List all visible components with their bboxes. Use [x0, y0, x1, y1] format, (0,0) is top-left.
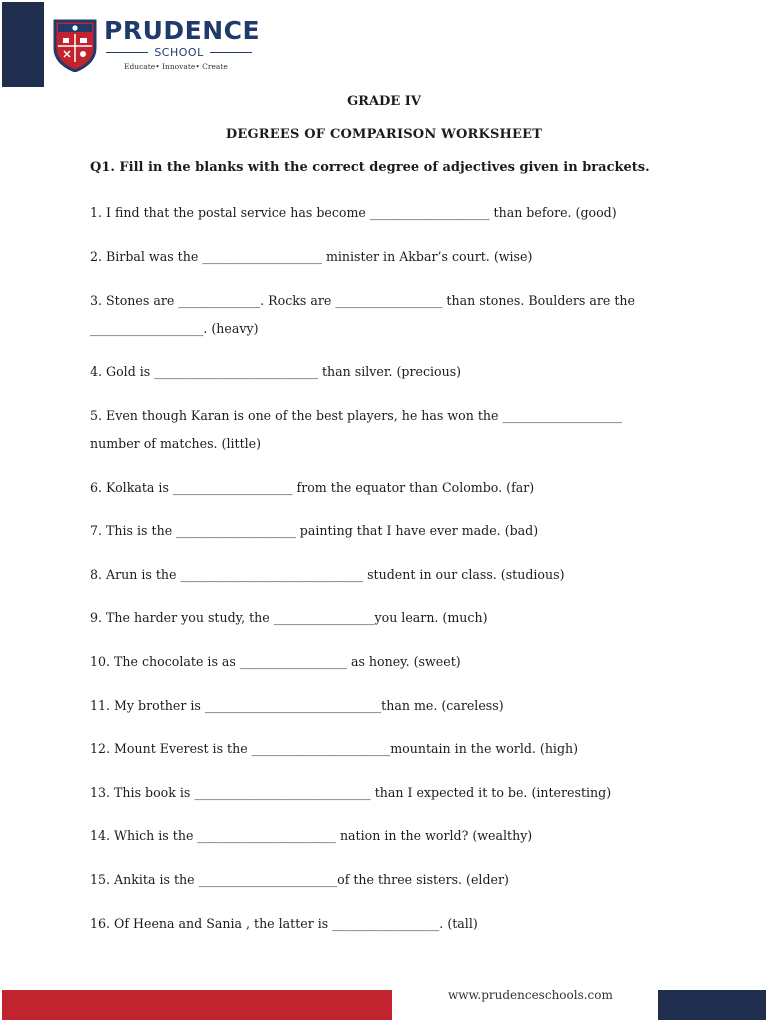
question-item: [90, 243, 690, 271]
divider: [210, 52, 252, 53]
item-line: 1. I find that the postal service has become ___________________ than before. (good): [90, 205, 617, 220]
question-item: [90, 692, 690, 720]
item-line: __________________. (heavy): [90, 321, 259, 336]
item-line: 6. Kolkata is ___________________ from the equator than Colombo. (far): [90, 480, 535, 495]
worksheet-title: DEGREES OF COMPARISON WORKSHEET: [225, 127, 543, 142]
question-item: [90, 287, 690, 343]
item-line: 16. Of Heena and Sania , the latter is _________________. (tall): [90, 916, 478, 931]
item-line: 7. This is the ___________________ painting that I have ever made. (bad): [90, 523, 539, 538]
item-line: 9. The harder you study, the ________________you learn. (much): [90, 610, 488, 625]
footer-url: www.prudenceschools.com: [448, 988, 613, 1002]
school-logo: [52, 16, 261, 74]
item-line: 14. Which is the ______________________ nation in the world? (wealthy): [90, 828, 533, 843]
question-item: [90, 561, 690, 589]
item-line: number of matches. (little): [90, 436, 262, 451]
item-line: 12. Mount Everest is the ______________________mountain in the world. (high): [90, 741, 579, 756]
item-line: 8. Arun is the _____________________________ student in our class. (studious): [90, 567, 565, 582]
question-item: [90, 474, 690, 502]
question-item: [90, 402, 690, 458]
question-item: [90, 822, 690, 850]
question-item: [90, 517, 690, 545]
item-line: 2. Birbal was the ___________________ minister in Akbar’s court. (wise): [90, 249, 533, 264]
question-item: [90, 604, 690, 632]
item-line: 15. Ankita is the ______________________of the three sisters. (elder): [90, 872, 509, 887]
question-item: [90, 910, 690, 938]
question-item: [90, 779, 690, 807]
item-line: 11. My brother is ____________________________than me. (careless): [90, 698, 504, 713]
brand-tagline: Educate• Innovate• Create: [124, 62, 228, 71]
item-line: 4. Gold is __________________________ than silver. (precious): [90, 364, 462, 379]
question-instruction: Q1. Fill in the blanks with the correct degree of adjectives given in brackets.: [90, 160, 650, 175]
brand-name: PRUDENCE: [104, 16, 261, 45]
brand-sub-row: [106, 45, 252, 59]
footer-navy-bar: [658, 990, 766, 1020]
question-item: [90, 735, 690, 763]
shield-crest-icon: [52, 18, 98, 72]
brand-subtitle: SCHOOL: [154, 45, 204, 59]
question-item: [90, 358, 690, 386]
header-navy-block: [2, 2, 44, 87]
question-item: [90, 199, 690, 227]
item-line: 5. Even though Karan is one of the best players, he has won the ___________________: [90, 408, 623, 423]
footer-red-bar: [2, 990, 392, 1020]
question-item: [90, 866, 690, 894]
divider: [106, 52, 148, 53]
grade-heading: GRADE IV: [347, 94, 421, 109]
item-line: 3. Stones are _____________. Rocks are _________________ than stones. Boulders are the: [90, 293, 635, 308]
item-line: 13. This book is ____________________________ than I expected it to be. (interesting): [90, 785, 612, 800]
item-line: 10. The chocolate is as _________________ as honey. (sweet): [90, 654, 461, 669]
question-item: [90, 648, 690, 676]
